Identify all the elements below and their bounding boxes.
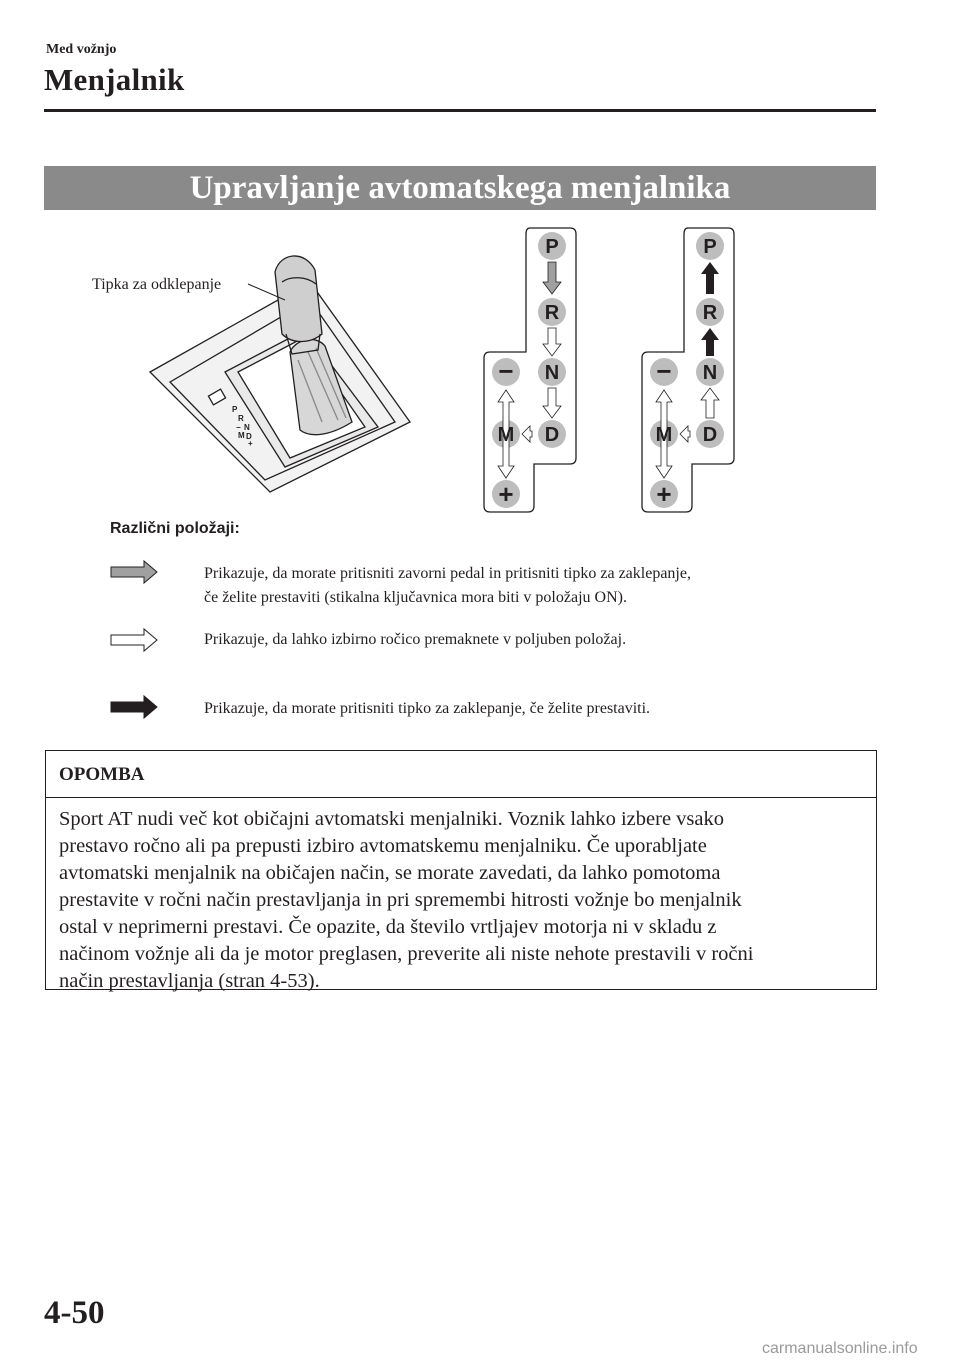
plate-letter: P: [232, 405, 238, 414]
white-arrow-icon: [110, 627, 158, 653]
legend-item-gray: [204, 562, 844, 610]
gate-minus: −: [656, 356, 672, 386]
chapter-title: Med vožnjo: [46, 42, 117, 57]
gate-letter-n: N: [544, 362, 560, 384]
legend-title: Različni položaji:: [110, 520, 240, 537]
gate-plus: +: [656, 479, 672, 509]
black-arrow-icon: [110, 694, 158, 720]
plate-letter: D: [246, 432, 252, 441]
legend-item-black: [204, 697, 844, 721]
page-number: 4-50: [44, 1295, 105, 1331]
watermark: carmanualsonline.info: [762, 1340, 918, 1357]
gate-letter-r: R: [702, 302, 718, 324]
legend-text-line: Prikazuje, da morate pritisniti zavorni pedal in pritisniti tipko za zaklepanje,: [204, 565, 691, 582]
gate-plus: +: [498, 479, 514, 509]
note-line: avtomatski menjalnik na običajen način, se morate zavedati, da lahko pomotoma: [59, 862, 721, 884]
gate-letter-d: D: [702, 424, 718, 446]
header-rule: [44, 109, 876, 112]
unlock-button-callout: Tipka za odklepanje: [92, 276, 222, 293]
note-line: Sport AT nudi več kot običajni avtomatski menjalniki. Voznik lahko izbere vsako: [59, 808, 725, 830]
note-box: [45, 750, 877, 990]
plate-letter: +: [248, 439, 253, 448]
gate-letter-n: N: [702, 362, 718, 384]
plate-letter: N: [244, 423, 250, 432]
plate-letter: M: [238, 431, 245, 440]
gate-letter-r: R: [544, 302, 560, 324]
section-banner: Upravljanje avtomatskega menjalnika: [44, 166, 876, 210]
plate-letter: −: [236, 423, 241, 432]
legend-text-line: če želite prestaviti (stikalna ključavnica mora biti v položaju ON).: [204, 589, 627, 606]
note-line: prestavo ročno ali pa prepusti izbiro avtomatskemu menjalniku. Če uporabljate: [59, 835, 707, 857]
note-line: načinom vožnje ali da je motor preglasen, preverite ali niste nehote prestavili v ročni: [59, 943, 754, 965]
legend-text-line: Prikazuje, da lahko izbirno ročico premaknete v poljuben položaj.: [204, 631, 627, 648]
gate-letter-m: M: [655, 424, 673, 446]
section-title: Menjalnik: [44, 62, 185, 97]
gate-minus: −: [498, 356, 514, 386]
gate-letter-d: D: [544, 424, 560, 446]
gate-letter-p: P: [545, 236, 559, 258]
note-line: prestavite v ročni način prestavljanja in pri spremembi hitrosti vožnje bo menjalnik: [59, 889, 742, 911]
legend-text-line: Prikazuje, da morate pritisniti tipko za zaklepanje, če želite prestaviti.: [204, 700, 651, 717]
shifter-figure: [60, 222, 760, 520]
gray-arrow-icon: [110, 559, 158, 585]
plate-letter: R: [238, 414, 244, 423]
legend-item-white: [204, 628, 844, 652]
note-line: ostal v neprimerni prestavi. Če opazite, da število vrtljajev motorja ni v skladu z: [59, 916, 717, 938]
note-body: [46, 798, 876, 995]
note-heading: OPOMBA: [46, 751, 876, 798]
note-line: način prestavljanja (stran 4-53).: [59, 970, 320, 992]
gate-letter-p: P: [703, 236, 717, 258]
gate-letter-m: M: [497, 424, 515, 446]
